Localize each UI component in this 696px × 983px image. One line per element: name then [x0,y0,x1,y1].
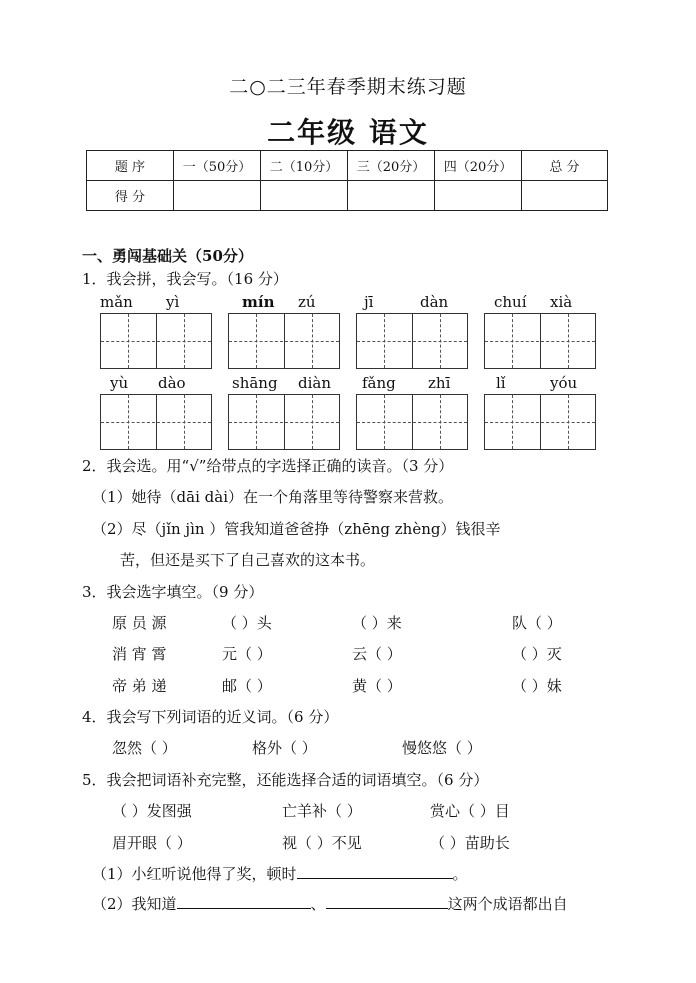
answer-blank[interactable] [297,864,453,879]
sentence-text: （2）我知道 [92,895,177,913]
score-table [86,150,608,211]
sentence-text: 这两个成语都出自 [447,895,568,913]
question-2-sentence-2: （2）尽（jǐn jìn ）管我知道爸爸挣（zhēng zhèng）钱很辛 [92,520,501,538]
idiom-blank[interactable]: （ ）苗助长 [430,834,510,852]
pinyin: zhī [428,374,451,392]
pinyin: mǎn [100,293,133,311]
pinyin: diàn [298,374,332,392]
tianzige-box[interactable] [100,313,212,369]
synonym-blank[interactable]: 忽然（ ） [112,739,177,757]
pinyin-row-2 [0,374,696,394]
idiom-blank[interactable]: 亡羊补（ ） [282,802,362,820]
idiom-blank[interactable]: 赏心（ ）目 [430,802,510,820]
pinyin: zú [298,293,316,311]
score-cell: 三（20分） [348,151,435,181]
pinyin: yóu [550,374,578,392]
tianzige-box[interactable] [356,394,468,450]
score-blank-cell[interactable] [435,181,522,211]
char-options: 消 宵 霄 [112,645,167,663]
score-row-label: 得 分 [87,181,174,211]
tianzige-box[interactable] [484,394,596,450]
answer-blank[interactable] [326,894,448,909]
synonym-blank[interactable]: 格外（ ） [252,739,317,757]
pinyin: mín [242,293,275,311]
pinyin: dào [158,374,186,392]
pinyin: shāng [232,374,278,392]
tianzige-box[interactable] [100,394,212,450]
score-table-header-row [87,151,608,181]
char-options: 帝 弟 递 [112,677,167,695]
idiom-blank[interactable]: 视（ ）不见 [282,834,362,852]
question-2-sentence-1: （1）她待（dāi dài）在一个角落里等待警察来营救。 [92,488,453,506]
question-4-title: 4．我会写下列词语的近义词。（6 分） [82,708,339,726]
idiom-blank[interactable]: 眉开眼（ ） [112,834,192,852]
pinyin: chuí [494,293,527,311]
question-5-title: 5．我会把词语补充完整，还能选择合适的词语填空。（6 分） [82,771,489,789]
pinyin: lǐ [496,374,506,392]
sentence-text: 。 [452,865,468,883]
fill-blank[interactable]: （ ）灭 [512,645,562,663]
pinyin: xià [550,293,573,311]
fill-blank[interactable]: 队（ ） [512,614,562,632]
question-2-sentence-2-cont: 苦，但还是买下了自己喜欢的这本书。 [120,551,376,569]
pinyin: yù [110,374,129,392]
sentence-text: （1）小红听说他得了奖，顿时 [92,865,297,883]
pinyin: jī [364,293,374,311]
score-cell: 二（10分） [261,151,348,181]
char-options: 原 员 源 [112,614,167,632]
tianzige-box[interactable] [484,313,596,369]
pinyin-row-1 [0,293,696,313]
tianzige-box[interactable] [228,394,340,450]
score-blank-cell[interactable] [522,181,608,211]
sentence-text: 、 [310,895,326,913]
tianzige-box[interactable] [356,313,468,369]
exam-subtitle: 二年级 语文 [267,116,429,149]
section-title: 一、勇闯基础关（50分） [82,247,253,265]
score-blank-cell[interactable] [348,181,435,211]
question-5-sentence-2 [92,893,568,914]
score-cell: 一（50分） [174,151,261,181]
score-cell: 总 分 [522,151,608,181]
fill-blank[interactable]: （ ）头 [222,614,272,632]
fill-blank[interactable]: 元（ ） [222,645,272,663]
fill-blank[interactable]: 云（ ） [352,645,402,663]
pinyin: yì [166,293,180,311]
idiom-blank[interactable]: （ ）发图强 [112,802,192,820]
exam-title: 二○二三年春季期末练习题 [229,76,467,98]
pinyin: fǎng [362,374,396,392]
tianzige-box[interactable] [228,313,340,369]
fill-blank[interactable]: 黄（ ） [352,677,402,695]
question-1-title: 1．我会拼，我会写。（16 分） [82,270,288,288]
fill-blank[interactable]: （ ）来 [352,614,402,632]
fill-blank[interactable]: 邮（ ） [222,677,272,695]
pinyin: dàn [420,293,449,311]
score-table-score-row [87,181,608,211]
answer-blank[interactable] [177,894,311,909]
fill-blank[interactable]: （ ）妹 [512,677,562,695]
synonym-blank[interactable]: 慢悠悠（ ） [402,739,482,757]
score-blank-cell[interactable] [261,181,348,211]
score-blank-cell[interactable] [174,181,261,211]
score-cell: 四（20分） [435,151,522,181]
question-2-title: 2．我会选。用“√”给带点的字选择正确的读音。（3 分） [82,457,454,475]
question-5-sentence-1 [92,863,468,884]
question-3-title: 3．我会选字填空。（9 分） [82,583,264,601]
score-cell: 题 序 [87,151,174,181]
